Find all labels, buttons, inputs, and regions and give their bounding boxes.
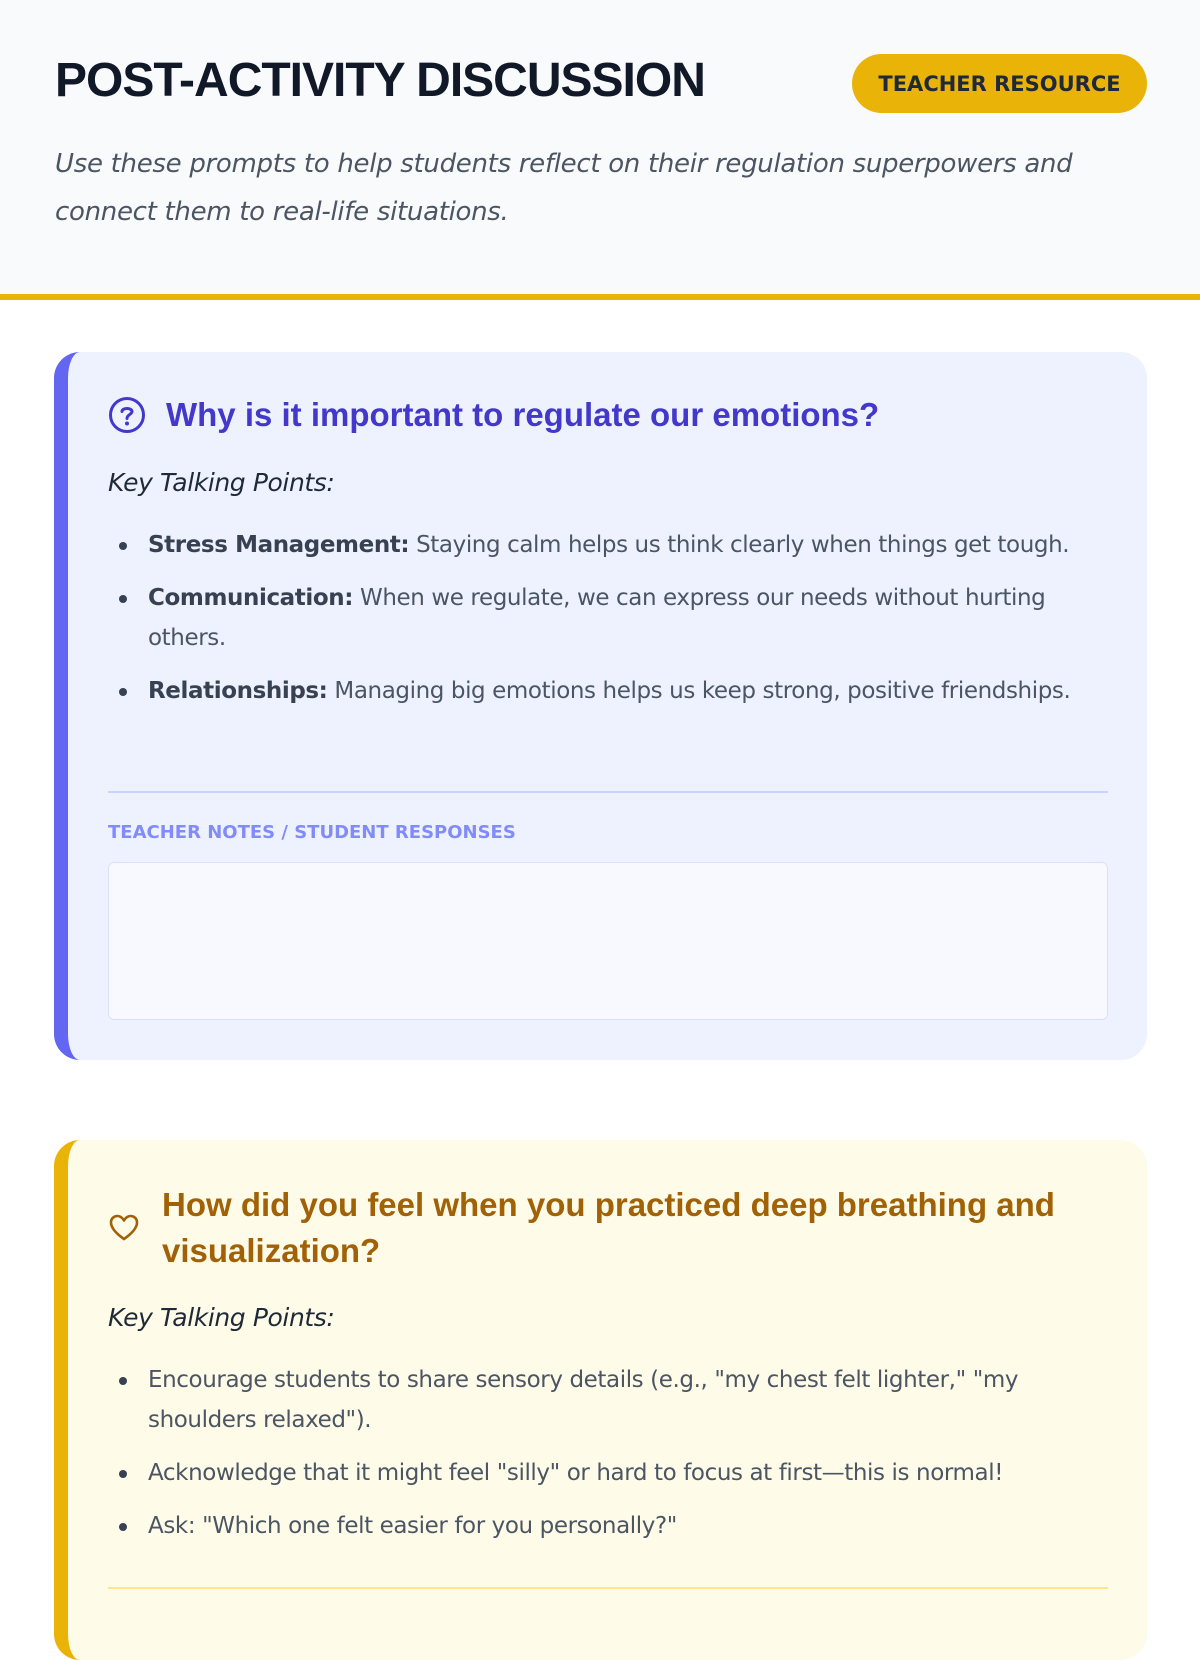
point-text: Staying calm helps us think clearly when things get tough. — [409, 532, 1070, 558]
teacher-notes-input[interactable] — [108, 862, 1108, 1020]
teacher-resource-badge: TEACHER RESOURCE — [852, 54, 1147, 113]
point-text: When we regulate, we can express our needs without hurting others. — [148, 585, 1046, 651]
list-item: Encourage students to share sensory details (e.g., "my chest felt lighter," "my shoulders relaxed"). — [108, 1360, 1108, 1440]
question-heading-2 — [108, 1182, 1082, 1274]
question-text: How did you feel when you practiced deep breathing and visualization? — [162, 1186, 1055, 1269]
page-title: POST-ACTIVITY DISCUSSION — [55, 54, 705, 107]
page-header — [0, 0, 1200, 300]
question-circle-icon — [108, 396, 146, 434]
question-heading-1 — [108, 392, 879, 438]
question-text: Why is it important to regulate our emotions? — [166, 396, 880, 433]
heart-icon — [108, 1212, 140, 1244]
notes-label: TEACHER NOTES / STUDENT RESPONSES — [108, 822, 516, 843]
talking-points-list — [108, 1360, 1108, 1559]
point-term: Relationships: — [148, 678, 328, 704]
point-text: Managing big emotions helps us keep strong, positive friendships. — [327, 678, 1071, 704]
list-item — [108, 578, 1108, 658]
list-item: Acknowledge that it might feel "silly" or hard to focus at first—this is normal! — [108, 1453, 1108, 1493]
list-item: Ask: "Which one felt easier for you personally?" — [108, 1506, 1108, 1546]
list-item — [108, 671, 1108, 711]
list-item — [108, 525, 1108, 565]
key-talking-points-label: Key Talking Points: — [108, 1303, 335, 1332]
card-divider — [108, 791, 1108, 793]
point-term: Stress Management: — [148, 532, 410, 558]
card-divider — [108, 1587, 1108, 1589]
point-term: Communication: — [148, 585, 354, 611]
page-subtitle: Use these prompts to help students reflect on their regulation superpowers and connect them to real-life situations. — [55, 149, 1073, 227]
talking-points-list — [108, 525, 1108, 724]
key-talking-points-label: Key Talking Points: — [108, 468, 335, 497]
